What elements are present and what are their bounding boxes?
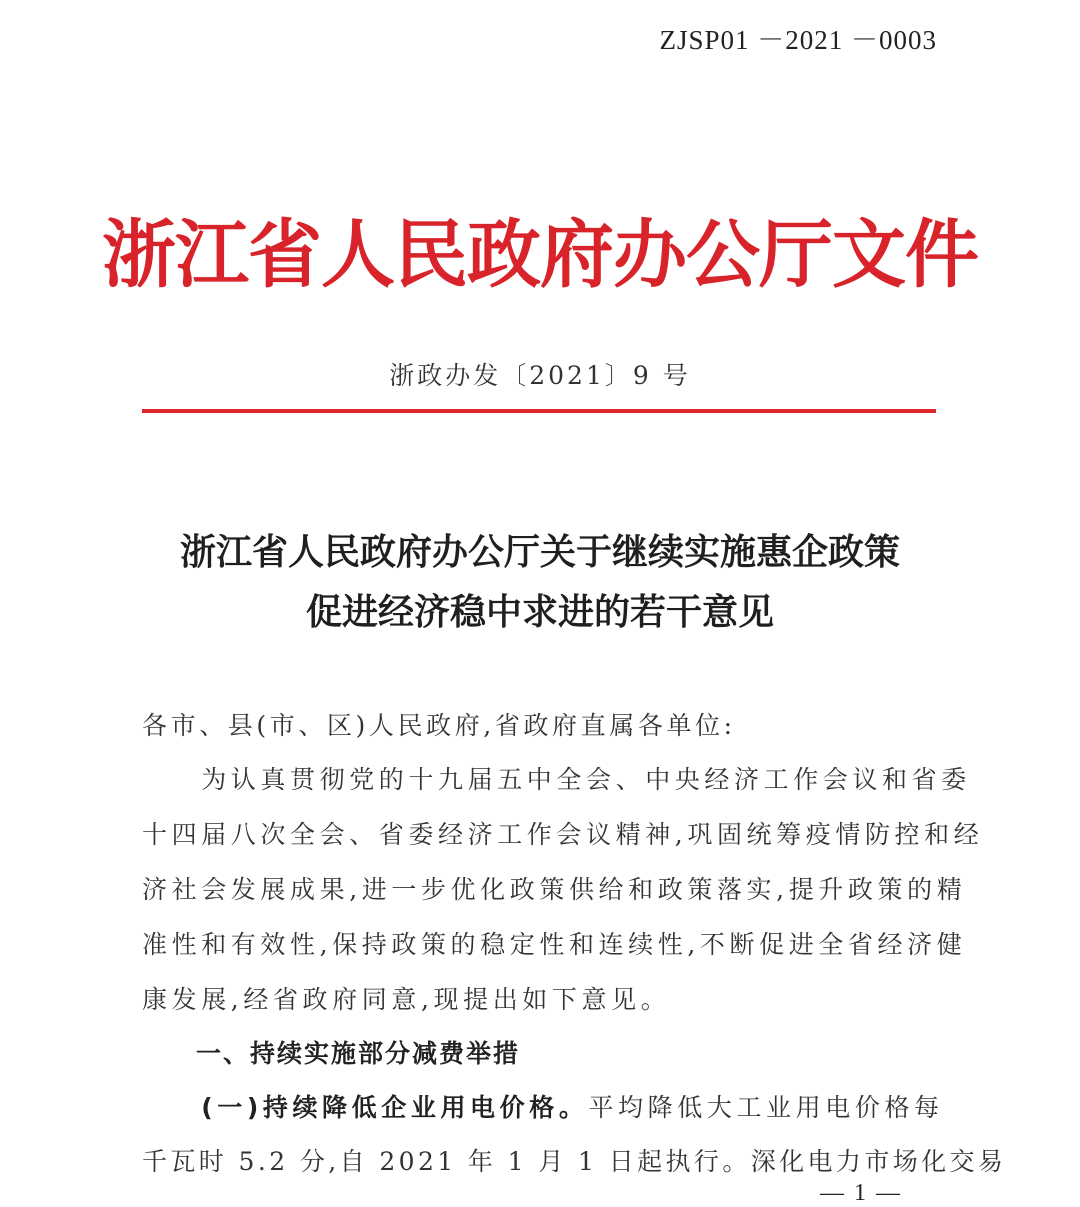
page-number: — 1 — <box>820 1180 902 1206</box>
item-1-line-1 <box>142 1088 944 1124</box>
red-divider-line <box>142 409 936 413</box>
document-title-line-2: 促进经济稳中求进的若干意见 <box>305 591 774 633</box>
body-line-1: 为认真贯彻党的十九届五中全会、中央经济工作会议和省委 <box>142 765 971 794</box>
body-line-4: 准性和有效性,保持政策的稳定性和连续性,不断促进全省经济健 <box>142 930 967 959</box>
document-title-line-1: 浙江省人民政府办公厅关于继续实施惠企政策 <box>179 531 900 573</box>
item-1-lead: (一)持续降低企业用电价格。 <box>142 1093 589 1122</box>
document-code: ZJSP01 －2021 －0003 <box>659 25 937 55</box>
masthead-title: 浙江省人民政府办公厅文件 <box>102 212 978 298</box>
item-1-text: 平均降低大工业用电价格每 <box>588 1093 944 1122</box>
section-heading: 一、持续实施部分减费举措 <box>142 1039 521 1068</box>
body-line-5: 康发展,经省政府同意,现提出如下意见。 <box>142 985 671 1014</box>
body-line-2: 十四届八次全会、省委经济工作会议精神,巩固统筹疫情防控和经 <box>142 820 984 849</box>
issue-number: 浙政办发〔2021〕9 号 <box>389 361 691 390</box>
body-line-3: 济社会发展成果,进一步优化政策供给和政策落实,提升政策的精 <box>142 875 967 904</box>
item-1-line-2: 千瓦时 5.2 分,自 2021 年 1 月 1 日起执行。深化电力市场化交易 <box>142 1147 1007 1176</box>
addressee-line: 各市、县(市、区)人民政府,省政府直属各单位: <box>142 711 736 740</box>
